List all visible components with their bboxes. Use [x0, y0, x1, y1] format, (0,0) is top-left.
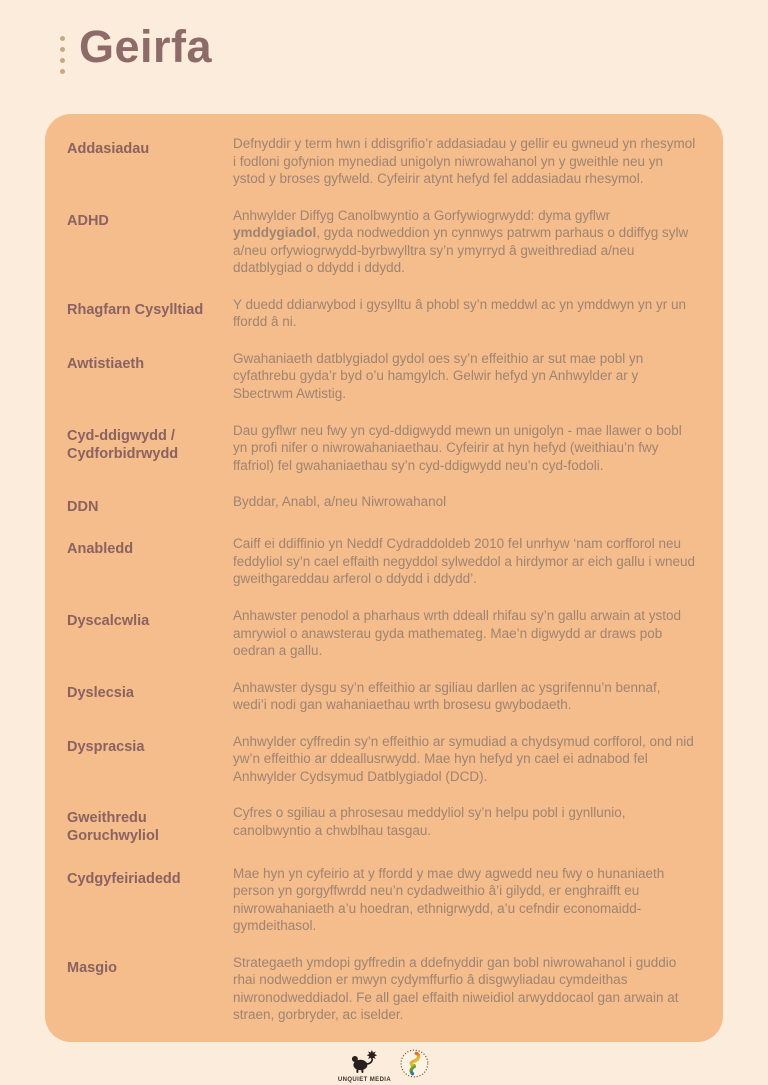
- definition-text: Anhwylder Diffyg Canolbwyntio a Gorfywiogrwydd: dyma gyflwr ymddygiadol, gyda nodweddion yn cynnwys patrwm parhaus o ddiffyg sylw a/neu orfywiogrwydd-byrbwylltra sy’n ymyrryd â gweithrediad a/neu ddatblygiad o ddydd i ddydd.: [233, 207, 689, 276]
- page-title: Geirfa: [79, 21, 213, 72]
- term-label: Anabledd: [67, 541, 134, 558]
- glossary-row: [67, 135, 697, 188]
- glossary-row: [67, 804, 697, 845]
- page-header: [60, 22, 212, 74]
- term-label: Dyslecsia: [67, 684, 134, 701]
- glossary-row: [67, 733, 697, 786]
- term-label: Masgio: [67, 959, 117, 976]
- term-label: Cydgyfeiriadedd: [67, 870, 181, 887]
- dots-decoration-icon: [60, 36, 65, 74]
- definition-text: Cyfres o sgiliau a phrosesau meddyliol sy’n helpu pobl i gynllunio, canolbwyntio a chwblhau tasgau.: [233, 805, 626, 838]
- glossary-row: [67, 607, 697, 660]
- unquiet-media-logo: [338, 1049, 391, 1083]
- creature-starburst-icon: [346, 1049, 382, 1078]
- glossary-row: [67, 296, 697, 331]
- glossary-row: [67, 493, 697, 516]
- glossary-row: [67, 535, 697, 588]
- glossary-card: [45, 114, 723, 1042]
- definition-text: Gwahaniaeth datblygiadol gydol oes sy’n effeithio ar sut mae pobl yn cyfathrebu gyda’r byd o’u hamgylch. Gelwir hefyd yn Anhwylder ar y Sbectrwm Awtistig.: [233, 350, 644, 402]
- definition-text: Mae hyn yn cyfeirio at y ffordd y mae dwy agwedd neu fwy o hunaniaeth person yn gorgyffwrdd neu’n cydadweithio â’i gilydd, er enghraifft eu niwrowahaniaeth a’u hoedran, ethnigrwydd, a’u cefndir economaidd-gymdeithasol.: [233, 865, 665, 934]
- definition-text: Anhawster dysgu sy’n effeithio ar sgiliau darllen ac ysgrifennu’n bennaf, wedi’i nodi gan wahaniaethau wrth brosesu gwybodaeth.: [233, 679, 661, 713]
- footer: [338, 1048, 430, 1084]
- definition-text: Y duedd ddiarwybod i gysylltu â phobl sy’n meddwl ac yn ymddwyn yn yr un ffordd â ni.: [233, 296, 686, 330]
- term-label: Awtistiaeth: [67, 355, 145, 372]
- glossary-row: [67, 207, 697, 277]
- term-label: DDN: [67, 499, 99, 516]
- term-label: Dyscalcwlia: [67, 612, 150, 629]
- definition-text: Anhwylder cyffredin sy’n effeithio ar symudiad a chydsymud corfforol, ond nid yw’n effeithio ar ddeallusrwydd. Mae hyn hefyd yn cael ei adnabod fel Anhwylder Cydsymud Datblygiadol (DCD).: [233, 733, 694, 784]
- glossary-row: [67, 422, 697, 475]
- definition-text: Byddar, Anabl, a/neu Niwrowahanol: [233, 494, 447, 510]
- definition-text: Caiff ei ddiffinio yn Neddf Cydraddoldeb 2010 fel unrhyw ‘nam corfforol neu feddyliol sy’n cael effaith negyddol sylweddol a hirdymor ar eich gallu i wneud gweithgareddau arferol o ddydd i ddydd’.: [233, 536, 696, 587]
- unquiet-media-label: UNQUIET MEDIA: [337, 1077, 392, 1083]
- term-label: Cyd-ddigwydd / Cydforbidrwydd: [67, 427, 179, 462]
- glossary-row: [67, 954, 697, 1024]
- term-label: Gweithredu Goruchwyliol: [67, 810, 159, 845]
- glossary-row: [67, 679, 697, 714]
- glossary-row: [67, 350, 697, 403]
- definition-text: Strategaeth ymdopi gyffredin a ddefnyddir gan bobl niwrowahanol i guddio rhai nodweddion er mwyn cydymffurfio â disgwyliadau cymdeithas niwronodweddiadol. Fe all gael effaith niweidiol arwyddocaol gan arwain at straen, gorbryder, ac iselder.: [233, 954, 679, 1023]
- definition-text: Anhawster penodol a pharhaus wrth ddeall rhifau sy’n gallu arwain at ystod amrywiol o anawsterau gyda mathemateg. Mae’n digwydd ar draws pob oedran a gallu.: [233, 607, 682, 659]
- term-label: Rhagfarn Cysylltiad: [67, 301, 204, 318]
- term-label: Dyspracsia: [67, 738, 145, 755]
- term-label: Addasiadau: [67, 141, 150, 157]
- definition-text: Dau gyflwr neu fwy yn cyd-ddigwydd mewn un unigolyn - mae llawer o bobl yn profi nifer o niwrowahaniaethau. Cyfeirir at hyn hefyd (weithiau’n fwy ffafriol) fel gwahaniaethau sy’n cyd-ddigwydd neu’n cyd-fodoli.: [233, 422, 682, 473]
- definition-text: Defnyddir y term hwn i ddisgrifio’r addasiadau y gellir eu gwneud yn rhesymol i fodloni gofynion mynediad unigolyn niwrowahanol yn y gweithle neu yn ystod y broses gyfweld. Cyfeirir atynt hefyd fel addasiadau rhesymol.: [233, 136, 696, 187]
- glossary-row: [67, 865, 697, 935]
- rainbow-badge-logo: [399, 1048, 430, 1084]
- term-label: ADHD: [67, 212, 109, 229]
